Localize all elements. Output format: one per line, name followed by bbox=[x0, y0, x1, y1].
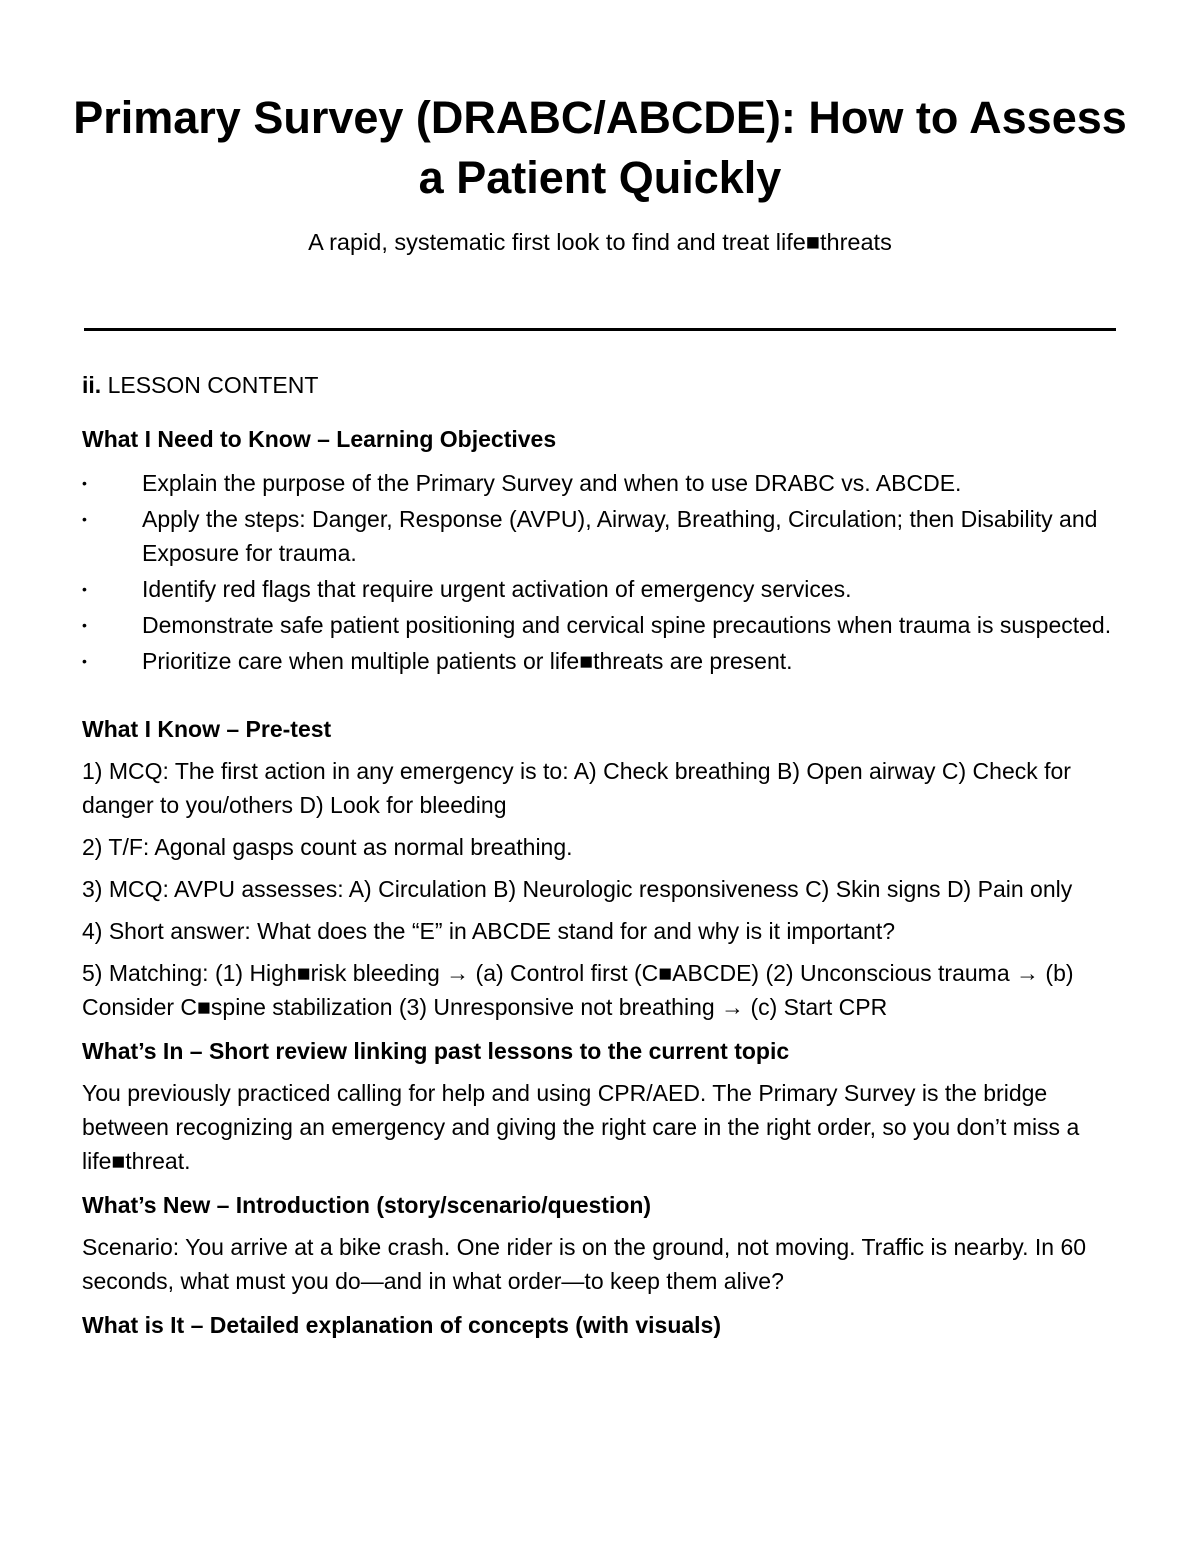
whats-new-text: Scenario: You arrive at a bike crash. One rider is on the ground, not moving. Traffic is nearby. In 60 seconds, what must you do—and in what order—to keep them alive? bbox=[82, 1234, 1087, 1294]
bullet-icon: • bbox=[82, 653, 87, 669]
section-label bbox=[82, 368, 1122, 402]
objective-text: Demonstrate safe patient positioning and cervical spine precautions when trauma is suspected. bbox=[142, 612, 1112, 638]
objective-text: Explain the purpose of the Primary Survey and when to use DRABC vs. ABCDE. bbox=[142, 470, 962, 496]
objective-item bbox=[82, 608, 1122, 642]
spacer bbox=[82, 1298, 1122, 1308]
pretest-question: 1) MCQ: The first action in any emergency is to: A) Check breathing B) Open airway C) Check for danger to you/others D) Look for bleeding bbox=[82, 758, 1071, 818]
spacer bbox=[82, 680, 1122, 712]
spacer bbox=[82, 1068, 1122, 1076]
bullet-icon: • bbox=[82, 475, 87, 491]
objective-text: Identify red flags that require urgent activation of emergency services. bbox=[142, 576, 852, 602]
pretest-question: 5) Matching: (1) High■risk bleeding → (a) Control first (C■ABCDE) (2) Unconscious trauma → (b) Consider C■spine stabilization (3) Unresponsive not breathing → (c) Start CPR bbox=[82, 960, 1074, 1020]
bullet-icon: • bbox=[82, 617, 87, 633]
bullet-icon: • bbox=[82, 511, 87, 527]
document-title: Primary Survey (DRABC/ABCDE): How to Assess a Patient Quickly bbox=[73, 92, 1127, 203]
section-label-text: LESSON CONTENT bbox=[107, 372, 319, 398]
objective-item bbox=[82, 502, 1122, 570]
spacer bbox=[82, 1222, 1122, 1230]
objective-item bbox=[82, 466, 1122, 500]
section-prefix: ii. bbox=[82, 372, 102, 398]
whats-in-heading: What’s In – Short review linking past lessons to the current topic bbox=[82, 1038, 790, 1064]
bullet-icon: • bbox=[82, 581, 87, 597]
objective-text: Apply the steps: Danger, Response (AVPU), Airway, Breathing, Circulation; then Disability and Exposure for trauma. bbox=[142, 506, 1098, 566]
pretest-heading: What I Know – Pre-test bbox=[82, 716, 332, 742]
spacer bbox=[82, 1024, 1122, 1034]
pretest-question: 3) MCQ: AVPU assesses: A) Circulation B) Neurologic responsiveness C) Skin signs D) Pain only bbox=[82, 876, 1073, 902]
what-is-it-heading: What is It – Detailed explanation of concepts (with visuals) bbox=[82, 1312, 722, 1338]
whats-in-text: You previously practiced calling for help and using CPR/AED. The Primary Survey is the bridge between recognizing an emergency and giving the right care in the right order, so you don’t miss a life■threat. bbox=[82, 1080, 1080, 1174]
spacer bbox=[82, 1178, 1122, 1188]
objective-item bbox=[82, 572, 1122, 606]
title-divider bbox=[84, 328, 1116, 331]
lesson-content bbox=[82, 368, 1122, 1342]
objective-item bbox=[82, 644, 1122, 678]
objectives-list bbox=[82, 466, 1122, 678]
objectives-heading: What I Need to Know – Learning Objectives bbox=[82, 426, 557, 452]
pretest-question: 2) T/F: Agonal gasps count as normal breathing. bbox=[82, 834, 573, 860]
objective-text: Prioritize care when multiple patients or life■threats are present. bbox=[142, 648, 793, 674]
document-subtitle: A rapid, systematic first look to find and treat life■threats bbox=[308, 229, 892, 255]
whats-new-heading: What’s New – Introduction (story/scenario/question) bbox=[82, 1192, 652, 1218]
pretest-question: 4) Short answer: What does the “E” in ABCDE stand for and why is it important? bbox=[82, 918, 896, 944]
